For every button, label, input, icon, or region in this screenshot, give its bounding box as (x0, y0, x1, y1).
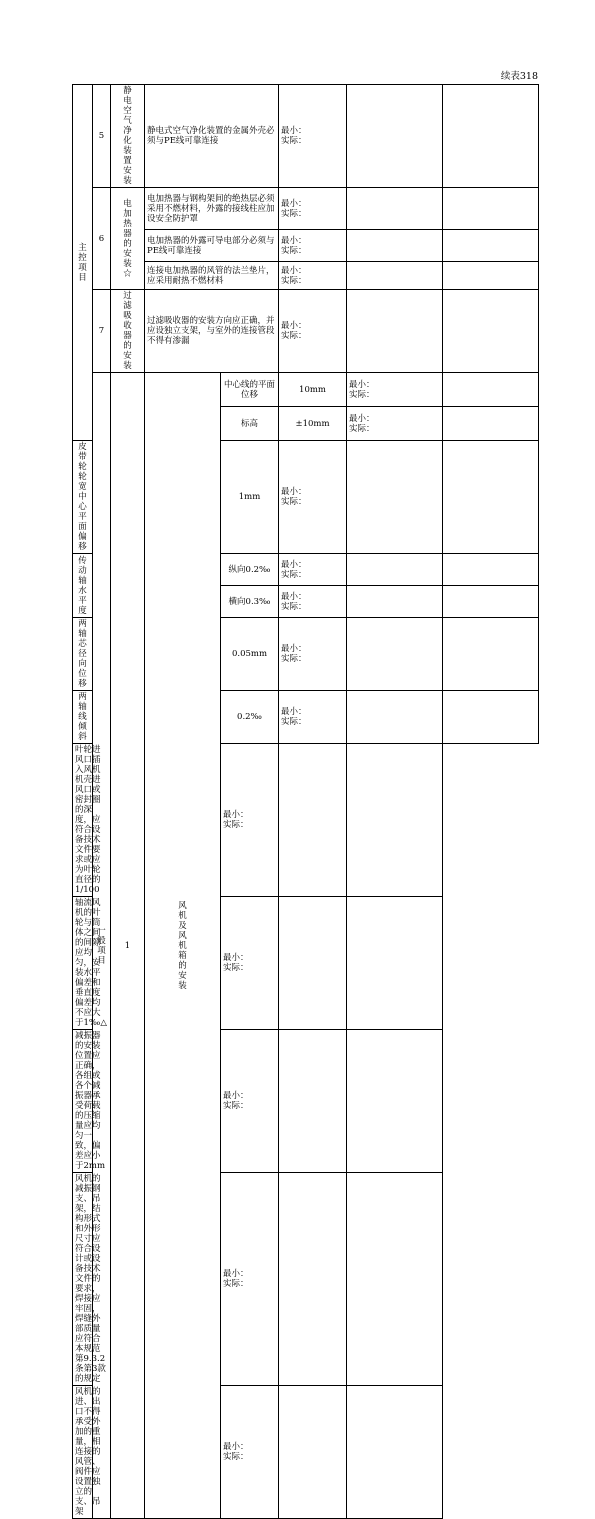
record-cell[interactable] (279, 897, 347, 1030)
record-cell[interactable] (279, 1173, 347, 1386)
measure-value: 1mm (221, 441, 279, 554)
min-actual-cell: 最小： 实际： (279, 290, 347, 373)
record-cell[interactable] (347, 691, 443, 744)
record-cell[interactable] (347, 618, 443, 691)
item-no: 7 (93, 290, 111, 373)
section-general-label: 一般项目 (93, 373, 111, 1519)
measure-name: 传动轴水平度 (73, 554, 93, 618)
requirement-text: 风机的减振钢支、吊架，结构形式和外形尺寸应符合设计或设备技术文件的要求，焊接应牢固，焊缝外部质量应符合本规范第9.3.2条第3款的规定 (73, 1173, 111, 1386)
requirement-text: 过滤吸收器的安装方向应正确，并应设独立支架，与室外的连接管段不得有渗漏 (145, 290, 279, 373)
record-cell[interactable] (443, 407, 539, 441)
record-cell[interactable] (347, 1386, 443, 1519)
measure-value: 纵向0.2‰ (221, 554, 279, 586)
record-cell[interactable] (443, 618, 539, 691)
measure-value: 横向0.3‰ (221, 586, 279, 618)
requirement-text: 叶轮进风口插入风机机壳进风口或密封圈的深度，应符合设备技术文件要求或应为叶轮直径的1/100 (73, 744, 111, 897)
item-no: 5 (93, 85, 111, 188)
min-actual-cell: 最小： 实际： (279, 188, 347, 230)
item-no: 6 (93, 188, 111, 290)
measure-value: 10mm (279, 373, 347, 407)
min-actual-cell: 最小： 实际： (279, 441, 347, 554)
item-name: 电加热器的安装☆ (111, 188, 145, 290)
record-cell[interactable] (443, 586, 539, 618)
min-actual-cell: 最小： 实际： (279, 554, 347, 586)
min-actual-cell: 最小： 实际： (221, 1030, 279, 1173)
requirement-text: 风机的进、出口不得承受外加的重量，相连接的风管、阀件应设置独立的支、吊架 (73, 1386, 111, 1519)
record-cell[interactable] (347, 554, 443, 586)
record-cell[interactable] (443, 554, 539, 586)
record-cell[interactable] (443, 188, 539, 230)
item-no: 1 (111, 373, 145, 1519)
min-actual-cell: 最小： 实际： (279, 691, 347, 744)
record-cell[interactable] (279, 744, 347, 897)
min-actual-cell: 最小： 实际： (221, 1386, 279, 1519)
record-cell[interactable] (347, 230, 443, 262)
min-actual-cell: 最小： 实际： (347, 373, 443, 407)
measure-value: ±10mm (279, 407, 347, 441)
measure-value: 0.2‰ (221, 691, 279, 744)
requirement-text: 电加热器的外露可导电部分必须与PE线可靠连接 (145, 230, 279, 262)
min-actual-cell: 最小： 实际： (221, 1173, 279, 1386)
min-actual-cell: 最小： 实际： (221, 897, 279, 1030)
min-actual-cell: 最小： 实际： (279, 230, 347, 262)
record-cell[interactable] (443, 230, 539, 262)
inspection-table (72, 84, 539, 1519)
min-actual-cell: 最小： 实际： (221, 744, 279, 897)
record-cell[interactable] (279, 1386, 347, 1519)
requirement-text: 减振器的安装位置应正确，各组或各个减振器承受荷载的压缩量应均匀一致，偏差应小于2mm (73, 1030, 111, 1173)
record-cell[interactable] (443, 290, 539, 373)
min-actual-cell: 最小： 实际： (279, 618, 347, 691)
item-name: 过滤吸收器的安装 (111, 290, 145, 373)
record-cell[interactable] (443, 441, 539, 554)
measure-name: 两轴芯径向位移 (73, 618, 93, 691)
record-cell[interactable] (347, 290, 443, 373)
record-cell[interactable] (347, 1173, 443, 1386)
record-cell[interactable] (347, 85, 443, 188)
requirement-text: 静电式空气净化装置的金属外壳必须与PE线可靠连接 (145, 85, 279, 188)
measure-name: 两轴线倾斜 (73, 691, 93, 744)
record-cell[interactable] (347, 441, 443, 554)
record-cell[interactable] (443, 373, 539, 407)
requirement-text: 轴流风机的叶轮与筒体之间的间隙应均匀，安装水平偏差和垂直度偏差均不应大于1‰△ (73, 897, 111, 1030)
record-cell[interactable] (347, 897, 443, 1030)
section-main-label: 主控项目 (73, 85, 93, 441)
record-cell[interactable] (347, 188, 443, 230)
record-cell[interactable] (347, 1030, 443, 1173)
record-cell[interactable] (443, 691, 539, 744)
measure-name: 中心线的平面位移 (221, 373, 279, 407)
measure-name: 标高 (221, 407, 279, 441)
record-cell[interactable] (347, 262, 443, 290)
record-cell[interactable] (347, 586, 443, 618)
requirement-text: 电加热器与钢构架间的绝热层必须采用不燃材料，外露的接线柱应加设安全防护罩 (145, 188, 279, 230)
record-cell[interactable] (443, 262, 539, 290)
min-actual-cell: 最小： 实际： (279, 85, 347, 188)
min-actual-cell: 最小： 实际： (279, 262, 347, 290)
measure-name: 皮带轮轮宽中心平面偏移 (73, 441, 93, 554)
min-actual-cell: 最小： 实际： (347, 407, 443, 441)
measure-value: 0.05mm (221, 618, 279, 691)
record-cell[interactable] (347, 744, 443, 897)
continuation-label: 续表318 (500, 71, 538, 82)
record-cell[interactable] (279, 1030, 347, 1173)
min-actual-cell: 最小： 实际： (279, 586, 347, 618)
record-cell[interactable] (443, 85, 539, 188)
item-name: 静电空气净化装置安装 (111, 85, 145, 188)
item-name: 风机及风机箱的安装 (145, 373, 221, 1519)
requirement-text: 连接电加热器的风管的法兰垫片，应采用耐热不燃材料 (145, 262, 279, 290)
